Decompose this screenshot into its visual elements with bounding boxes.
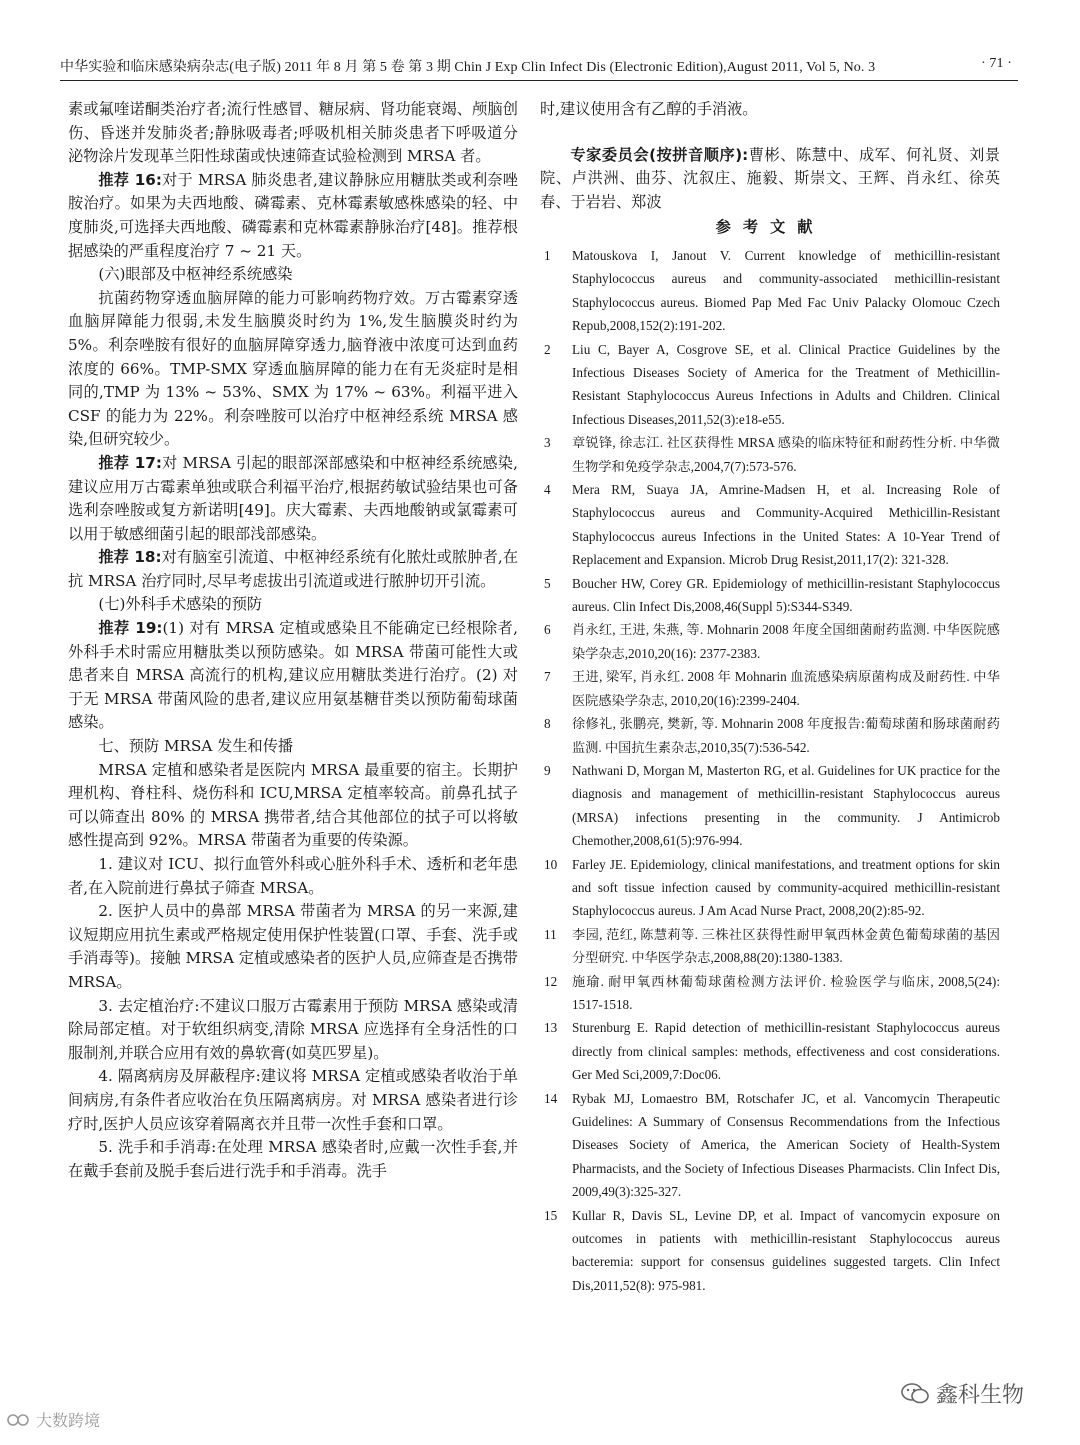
page-number: · 71 ·: [981, 56, 1012, 71]
section-heading-6: (六)眼部及中枢神经系统感染: [98, 265, 293, 284]
reference-item: [540, 244, 1000, 338]
reference-text: 章锐锋, 徐志江. 社区获得性 MRSA 感染的临床特征和耐药性分析. 中华微生物学和免疫学杂志,2004,7(7):573-576.: [572, 435, 1000, 474]
rec-text: 对 MRSA 引起的眼部深部感染和中枢神经系统感染,建议应用万古霉素单独或联合利福平治疗,根据药敏试验结果也可备选利奈唑胺或复方新诺明[49]。庆大霉素、夫西地酸钠或氯霉素可以用于敏感细菌引起的眼部浅部感染。: [68, 453, 518, 543]
reference-item: [540, 338, 1000, 432]
reference-number: 3: [544, 435, 551, 451]
reference-number: 13: [544, 1020, 558, 1036]
watermark-right: [900, 1378, 1024, 1409]
watermark-right-text: 鑫科生物: [936, 1383, 1025, 1408]
references-heading: 参考文献: [715, 218, 825, 237]
rec-text: (1) 对有 MRSA 定植或感染且不能确定已经根除者,外科手术时需应用糖肽类以预防感染。如 MRSA 带菌可能性大或患者来自 MRSA 高流行的机构,建议应用糖肽类进行治疗。(2) 对于无 MRSA 带菌风险的患者,建议应用氨基糖苷类以预防葡萄球菌感染。: [68, 619, 518, 732]
reference-text: Farley JE. Epidemiology, clinical manifestations, and treatment options for skin and soft tissue infection caused by community-acquired methicillin-resistant Staphylococcus aureus. J Am Acad Nurse Pract, 2008,20(2):85-92.: [572, 856, 1000, 919]
reference-text: 徐修礼, 张鹏亮, 樊新, 等. Mohnarin 2008 年度报告:葡萄球菌和肠球菌耐药监测. 中国抗生素杂志,2010,35(7):536-542.: [572, 716, 1000, 755]
paragraph-prevention: MRSA 定植和感染者是医院内 MRSA 最重要的宿主。长期护理机构、脊柱科、烧伤科和 ICU,MRSA 定植率较高。前鼻孔拭子可以筛查出 80% 的 MRSA 携带者,结合其他部位的拭子可以将敏感性提高到 92%。MRSA 带菌者为重要的传染源。: [68, 760, 518, 850]
watermark-left-text: 大数跨境: [36, 1411, 101, 1430]
left-column: [68, 98, 518, 1183]
section-heading-7: (七)外科手术感染的预防: [98, 595, 263, 614]
link-icon: [6, 1412, 32, 1428]
list-item-1: 1. 建议对 ICU、拟行血管外科或心脏外科手术、透析和老年患者,在入院前进行鼻拭子筛查 MRSA。: [68, 855, 518, 897]
reference-number: 2: [544, 341, 551, 357]
reference-item: [540, 1016, 1000, 1086]
expert-committee: [540, 144, 1000, 215]
reference-item: [540, 970, 1000, 1017]
reference-item: [540, 1204, 1000, 1298]
list-item-4: 4. 隔离病房及屏蔽程序:建议将 MRSA 定植或感染者收治于单间病房,有条件者应收治在负压隔离病房。对 MRSA 感染者进行诊疗时,医护人员应该穿着隔离衣并且带一次性手套和口罩。: [68, 1067, 518, 1133]
references-list: [540, 244, 1000, 1297]
watermark-left: [6, 1408, 100, 1431]
wechat-icon: [900, 1382, 930, 1406]
rec-text: 对有脑室引流道、中枢神经系统有化脓灶或脓肿者,在抗 MRSA 治疗同时,尽早考虑拔出引流道或进行脓肿切开引流。: [68, 548, 519, 590]
reference-number: 1: [544, 247, 551, 263]
recommendation-17: [68, 452, 518, 546]
committee-names: 曹彬、陈慧中、成军、何礼贤、刘景院、卢洪洲、曲芬、沈叙庄、施毅、斯崇文、王辉、肖永红、徐英春、于岩岩、郑波: [540, 145, 1000, 211]
reference-number: 12: [544, 973, 558, 989]
rec-text: 对于 MRSA 肺炎患者,建议静脉应用糖肽类或利奈唑胺治疗。如果为夫西地酸、磷霉素、克林霉素敏感株感染的轻、中度肺炎,可选择夫西地酸、磷霉素和克林霉素静脉治疗[48]。推荐根据感染的严重程度治疗 7 ~ 21 天。: [68, 170, 518, 260]
reference-item: [540, 478, 1000, 572]
reference-text: Kullar R, Davis SL, Levine DP, et al. Impact of vancomycin exposure on outcomes in patients with methicillin-resistant Staphylococcus aureus bacteremia: support for consensus guidelines suggested targets. Clin Infect Dis,2011,52(8): 975-981.: [572, 1207, 1000, 1293]
right-column: [540, 98, 1000, 1297]
journal-citation: 中华实验和临床感染病杂志(电子版) 2011 年 8 月 第 5 卷 第 3 期 Chin J Exp Clin Infect Dis (Electronic Edition),August 2011, Vol 5, No. 3: [60, 60, 876, 75]
committee-label: 专家委员会(按拼音顺序):: [570, 145, 749, 164]
reference-item: [540, 665, 1000, 712]
recommendation-18: [68, 546, 518, 593]
paragraph-continued: 素或氟喹诺酮类治疗者;流行性感冒、糖尿病、肾功能衰竭、颅脑创伤、昏迷并发肺炎者;静脉吸毒者;呼吸机相关肺炎患者下呼吸道分泌物涂片发现革兰阳性球菌或快速筛查试验检测到 MRSA 者。: [68, 100, 518, 166]
reference-number: 14: [544, 1090, 558, 1106]
reference-text: 肖永红, 王进, 朱燕, 等. Mohnarin 2008 年度全国细菌耐药监测. 中华医院感染学杂志,2010,20(16): 2377-2383.: [572, 622, 1000, 661]
paragraph-bbb: 抗菌药物穿透血脑屏障的能力可影响药物疗效。万古霉素穿透血脑屏障能力很弱,未发生脑膜炎时约为 1%,发生脑膜炎时约为 5%。利奈唑胺有很好的血脑屏障穿透力,脑脊液中浓度可达到血药浓度的 66%。TMP-SMX 穿透血脑屏障的能力在有无炎症时是相同的,TMP 为 13% ~ 53%、SMX 为 17% ~ 63%。利福平进入 CSF 的能力为 22%。利奈唑胺可以治疗中枢神经系统 MRSA 感染,但研究较少。: [68, 288, 518, 449]
reference-number: 8: [544, 716, 551, 732]
running-header: [60, 52, 1020, 78]
reference-number: 15: [544, 1207, 558, 1223]
list-item-3: 3. 去定植治疗:不建议口服万古霉素用于预防 MRSA 感染或清除局部定植。对于软组织病变,清除 MRSA 应选择有全身活性的口服制剂,并联合应用有效的鼻软膏(如莫匹罗星)。: [68, 996, 518, 1062]
rec-label: 推荐 17:: [98, 453, 162, 472]
reference-number: 9: [544, 762, 551, 778]
reference-number: 11: [544, 926, 557, 942]
reference-text: Liu C, Bayer A, Cosgrove SE, et al. Clinical Practice Guidelines by the Infectious Diseases Society of America for the Treatment of Methicillin-Resistant Staphylococcus Aureus Infections in Adults and Children. Clinical Infectious Diseases,2011,52(3):e18-e55.: [572, 341, 1000, 427]
reference-text: Mera RM, Suaya JA, Amrine-Madsen H, et al. Increasing Role of Staphylococcus aureus and Community-Acquired Methicillin-Resistant Staphylococcus aureus Infections in the United States: A 10-Year Trend of Replacement and Expansion. Microb Drug Resist,2011,17(2): 321-328.: [572, 482, 1000, 568]
reference-text: Nathwani D, Morgan M, Masterton RG, et al. Guidelines for UK practice for the diagnosis and management of methicillin-resistant Staphylococcus aureus (MRSA) infections presenting in the community. J Antimicrob Chemother,2008,61(5):976-994.: [572, 762, 1000, 849]
reference-item: [540, 923, 1000, 970]
reference-text: Matouskova I, Janout V. Current knowledge of methicillin-resistant Staphylococcus aureus and community-associated methicillin-resistant Staphylococcus aureus. Biomed Pap Med Fac Univ Palacky Olomouc Czech Repub,2008,152(2):191-202.: [572, 247, 1000, 334]
reference-item: [540, 618, 1000, 665]
reference-text: 李园, 范红, 陈慧莉等. 三株社区获得性耐甲氧西林金黄色葡萄球菌的基因分型研究. 中华医学杂志,2008,88(20):1380-1383.: [572, 926, 1000, 966]
rec-label: 推荐 19:: [98, 619, 163, 638]
reference-number: 5: [544, 575, 551, 591]
reference-item: [540, 853, 1000, 923]
reference-text: Boucher HW, Corey GR. Epidemiology of methicillin-resistant Staphylococcus aureus. Clin Infect Dis,2008,46(Suppl 5):S344-S349.: [572, 575, 1000, 615]
recommendation-19: [68, 617, 518, 735]
reference-text: Rybak MJ, Lomaestro BM, Rotschafer JC, et al. Vancomycin Therapeutic Guidelines: A Summary of Consensus Recommendations from the Infectious Diseases Society of America, the American Society of Health-System Pharmacists, and the Society of Infectious Diseases Pharmacists. Clin Infect Dis, 2009,49(3):325-327.: [572, 1090, 1000, 1200]
reference-number: 4: [544, 482, 551, 498]
list-item-2: 2. 医护人员中的鼻部 MRSA 带菌者为 MRSA 的另一来源,建议短期应用抗生素或严格规定使用保护性装置(口罩、手套、洗手或手消毒等)。接触 MRSA 定植或感染者的医护人员,应筛查是否携带 MRSA。: [68, 902, 518, 991]
reference-text: Sturenburg E. Rapid detection of methicillin-resistant Staphylococcus aureus directly from clinical samples: methods, effectiveness and cost considerations. Ger Med Sci,2009,7:Doc06.: [572, 1020, 1000, 1083]
list-item-5: 5. 洗手和手消毒:在处理 MRSA 感染者时,应戴一次性手套,并在戴手套前及脱手套后进行洗手和手消毒。洗手: [68, 1138, 518, 1180]
part-heading-7: 七、预防 MRSA 发生和传播: [98, 737, 294, 756]
reference-number: 10: [544, 856, 558, 872]
reference-text: 王进, 梁军, 肖永红. 2008 年 Mohnarin 血流感染病原菌构成及耐药性. 中华医院感染学杂志, 2010,20(16):2399-2404.: [572, 669, 1000, 708]
reference-item: [540, 759, 1000, 853]
reference-item: [540, 572, 1000, 619]
header-rule: [60, 80, 1018, 81]
paragraph-continued: 时,建议使用含有乙醇的手消液。: [540, 100, 758, 118]
recommendation-16: [68, 169, 518, 263]
rec-label: 推荐 16:: [98, 170, 162, 189]
reference-number: 7: [544, 669, 551, 685]
rec-label: 推荐 18:: [98, 548, 162, 567]
reference-number: 6: [544, 622, 551, 638]
reference-text: 施瑜. 耐甲氧西林葡萄球菌检测方法评价. 检验医学与临床, 2008,5(24): 1517-1518.: [572, 973, 1000, 1012]
reference-item: [540, 1087, 1000, 1204]
reference-item: [540, 431, 1000, 478]
reference-item: [540, 712, 1000, 759]
